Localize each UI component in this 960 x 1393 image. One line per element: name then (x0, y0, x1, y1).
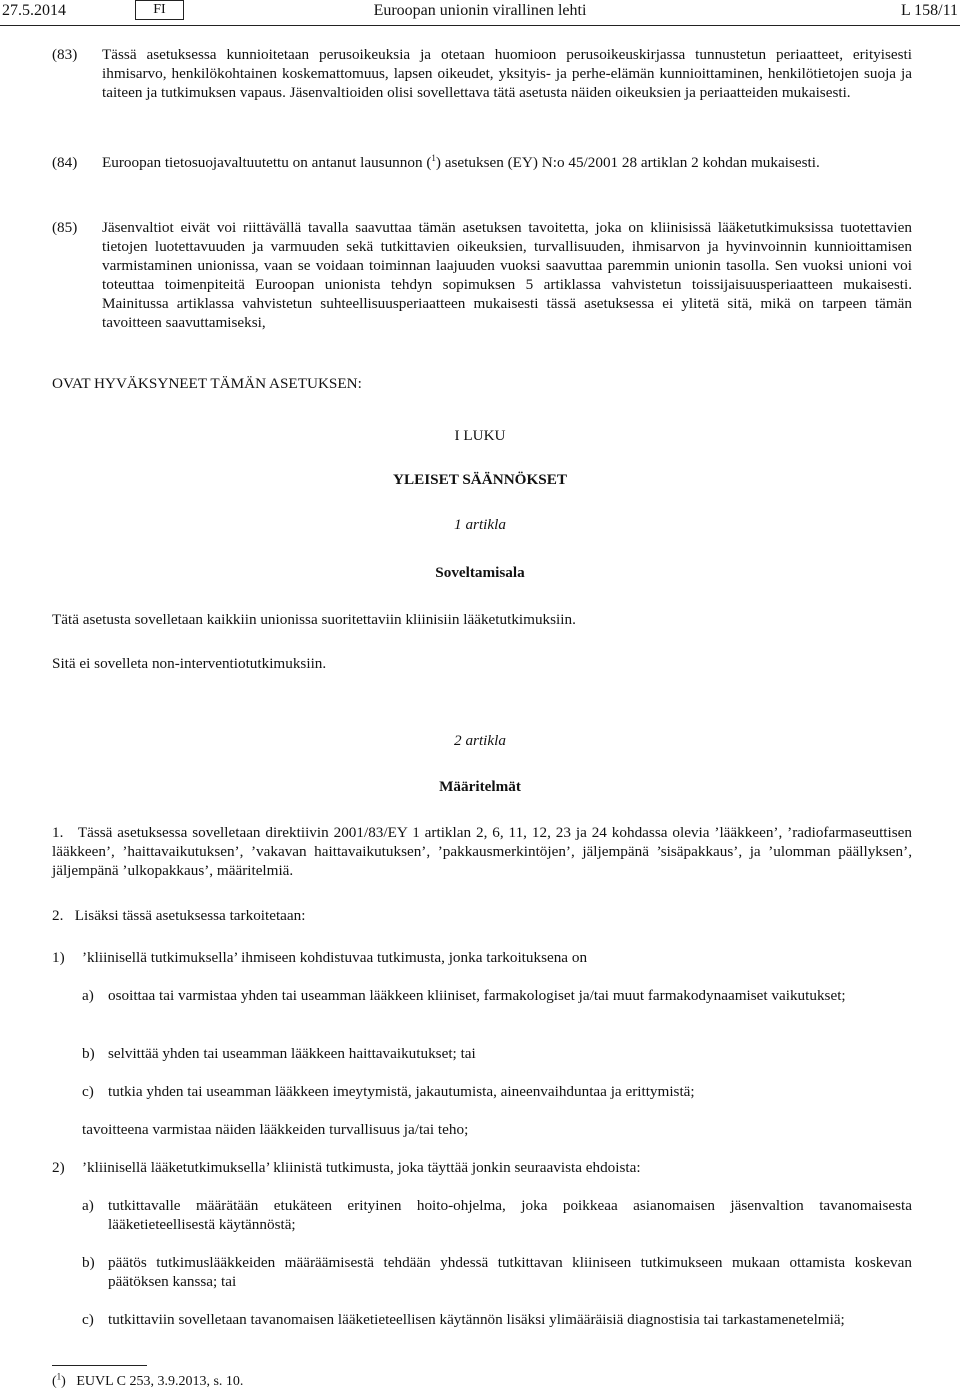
article-1-number: 1 artikla (454, 516, 506, 533)
item-label: b) (82, 1045, 95, 1062)
recital-text: Jäsenvaltiot eivät voi riittävällä tavalla saavuttaa tämän asetuksen tavoitetta, joka on kliinisissä lääketutkimuksissa tuotettavien tietojen luotettavuuden ja varmuuden sekä tutkittavien oikeuksien, turvallisuuden, ihmisarvon ja hyvinvoinnin kunnioittamisen varmistaminen unionissa, vaan se voidaan toiminnan laajuuden vuoksi saavuttaa paremmin unionin tasolla. Sen vuoksi unioni voi toteuttaa toimenpiteitä Euroopan unionista tehdyn sopimuksen 5 artiklassa vahvistetun toissijaisuusperiaatteen mukaisesti. Mainitussa artiklassa vahvistetun suhteellisuusperiaatteen mukaisesti tässä asetuksessa ei ylitetä sitä, mikä on tarpeen tämän tavoitteen saavuttamiseksi, (102, 219, 912, 331)
item-label: a) (82, 987, 94, 1004)
recital-84 (52, 153, 912, 172)
recital-83 (52, 45, 912, 102)
definition-number: 1) (52, 949, 65, 966)
definition-closing: tavoitteena varmistaa näiden lääkkeiden turvallisuus ja/tai teho; (82, 1121, 469, 1138)
chapter-title: YLEISET SÄÄNNÖKSET (392, 471, 568, 488)
definition-text: ’kliinisellä lääketutkimuksella’ kliinistä tutkimusta, joka täyttää jonkin seuraavista ehdoista: (82, 1159, 641, 1176)
definition-number: 2) (52, 1159, 65, 1176)
item-label: c) (82, 1083, 94, 1100)
recital-number: (83) (52, 46, 78, 63)
page-header (0, 0, 960, 26)
footnote-mark: 1 (56, 1371, 62, 1382)
item-label: c) (82, 1311, 94, 1328)
definition-item (82, 1082, 912, 1101)
article-2-number: 2 artikla (454, 732, 506, 749)
definition-text: ’kliinisellä tutkimuksella’ ihmiseen kohdistuvaa tutkimusta, jonka tarkoituksena on (82, 949, 588, 966)
item-label: a) (82, 1197, 94, 1214)
article-2-paragraph-2: 2. Lisäksi tässä asetuksessa tarkoitetaan: (52, 907, 306, 924)
footnote-rule (52, 1365, 147, 1366)
language-code-box: FI (135, 0, 184, 20)
item-text: päätös tutkimuslääkkeiden määräämisestä tehdään yhdessä tutkittavan kliiniseen tutkimukseen mukaan ottamista koskevan päätöksen kanssa; tai (108, 1254, 912, 1290)
article-2-paragraph-1: 1. Tässä asetuksessa sovelletaan direktiivin 2001/83/EY 1 artiklan 2, 6, 11, 12, 23 ja 24 kohdassa olevia ’lääkkeen’, ’radiofarmaseuttisen lääkkeen’, ’haittavaikutuksen’, ’vakavan haittavaikutuksen’, ’pakkausmerkintöjen’, jäljempänä ’sisäpakkaus’, ja ’ulomman päällyksen’, jäljempänä ’ulkopakkaus’, määritelmiä. (52, 824, 916, 879)
article-1-title: Soveltamisala (435, 564, 525, 581)
recital-85 (52, 218, 912, 332)
footnote-ref: 1 (431, 152, 436, 163)
journal-title: Euroopan unionin virallinen lehti (373, 2, 587, 19)
item-text: tutkittaviin sovelletaan tavanomaisen lääketieteellisen käytännön lisäksi ylimääräisiä diagnostisia tai tarkastamenetelmiä; (108, 1311, 845, 1328)
recital-text (102, 153, 912, 172)
item-text: osoittaa tai varmistaa yhden tai useamman lääkkeen kliiniset, farmakologiset ja/tai muut farmakodynaamiset vaikutukset; (108, 987, 846, 1004)
footnote-text: EUVL C 253, 3.9.2013, s. 10. (76, 1374, 244, 1389)
article-2-title: Määritelmät (439, 778, 521, 795)
recital-text-part: Euroopan tietosuojavaltuutettu on antanut lausunnon ( (102, 154, 432, 171)
definition-item (82, 986, 912, 1005)
article-1-paragraph: Sitä ei sovelleta non-interventiotutkimuksiin. (52, 655, 327, 672)
item-text: selvittää yhden tai useamman lääkkeen haittavaikutukset; tai (108, 1045, 476, 1062)
article-1-paragraph: Tätä asetusta sovelletaan kaikkiin unionissa suoritettaviin kliinisiin lääketutkimuksiin. (52, 611, 576, 628)
recital-number: (85) (52, 219, 78, 236)
item-label: b) (82, 1254, 95, 1271)
chapter-number: I LUKU (454, 427, 506, 444)
definition-item (82, 1253, 912, 1291)
footnote: ($^1$) EUVL C 253, 3.9.2013, s. 10. (52, 1371, 244, 1389)
definition-item (82, 1310, 912, 1329)
definition-item (82, 1196, 912, 1234)
recital-text: Tässä asetuksessa kunnioitetaan perusoikeuksia ja otetaan huomioon perusoikeuskirjassa tunnustetun periaatteet, erityisesti ihmisarvo, henkilökohtainen koskemattomuus, lapsen oikeudet, yksityis- ja perhe-elämän kunnioittaminen, henkilötietojen suoja ja taiteen ja tutkimuksen vapaus. Jäsenvaltioiden olisi sovellettava tätä asetusta näiden oikeuksien ja periaatteiden mukaisesti. (102, 46, 912, 101)
item-text: tutkittavalle määrätään etukäteen erityinen hoito-ohjelma, joka poikkeaa asianomaisen jäsenvaltion tavanomaisesta lääketieteellisestä käytännöstä; (108, 1197, 912, 1233)
definition-item (82, 1044, 912, 1063)
recital-number: (84) (52, 154, 78, 171)
page-number: L 158/11 (900, 2, 958, 19)
publication-date: 27.5.2014 (2, 2, 66, 19)
adoption-formula: OVAT HYVÄKSYNEET TÄMÄN ASETUKSEN: (52, 375, 362, 392)
recital-text-part: ) asetuksen (EY) N:o 45/2001 28 artiklan 2 kohdan mukaisesti. (435, 154, 820, 171)
item-text: tutkia yhden tai useamman lääkkeen imeytymistä, jakautumista, aineenvaihduntaa ja erittymistä; (108, 1083, 695, 1100)
header-rule (0, 25, 960, 26)
